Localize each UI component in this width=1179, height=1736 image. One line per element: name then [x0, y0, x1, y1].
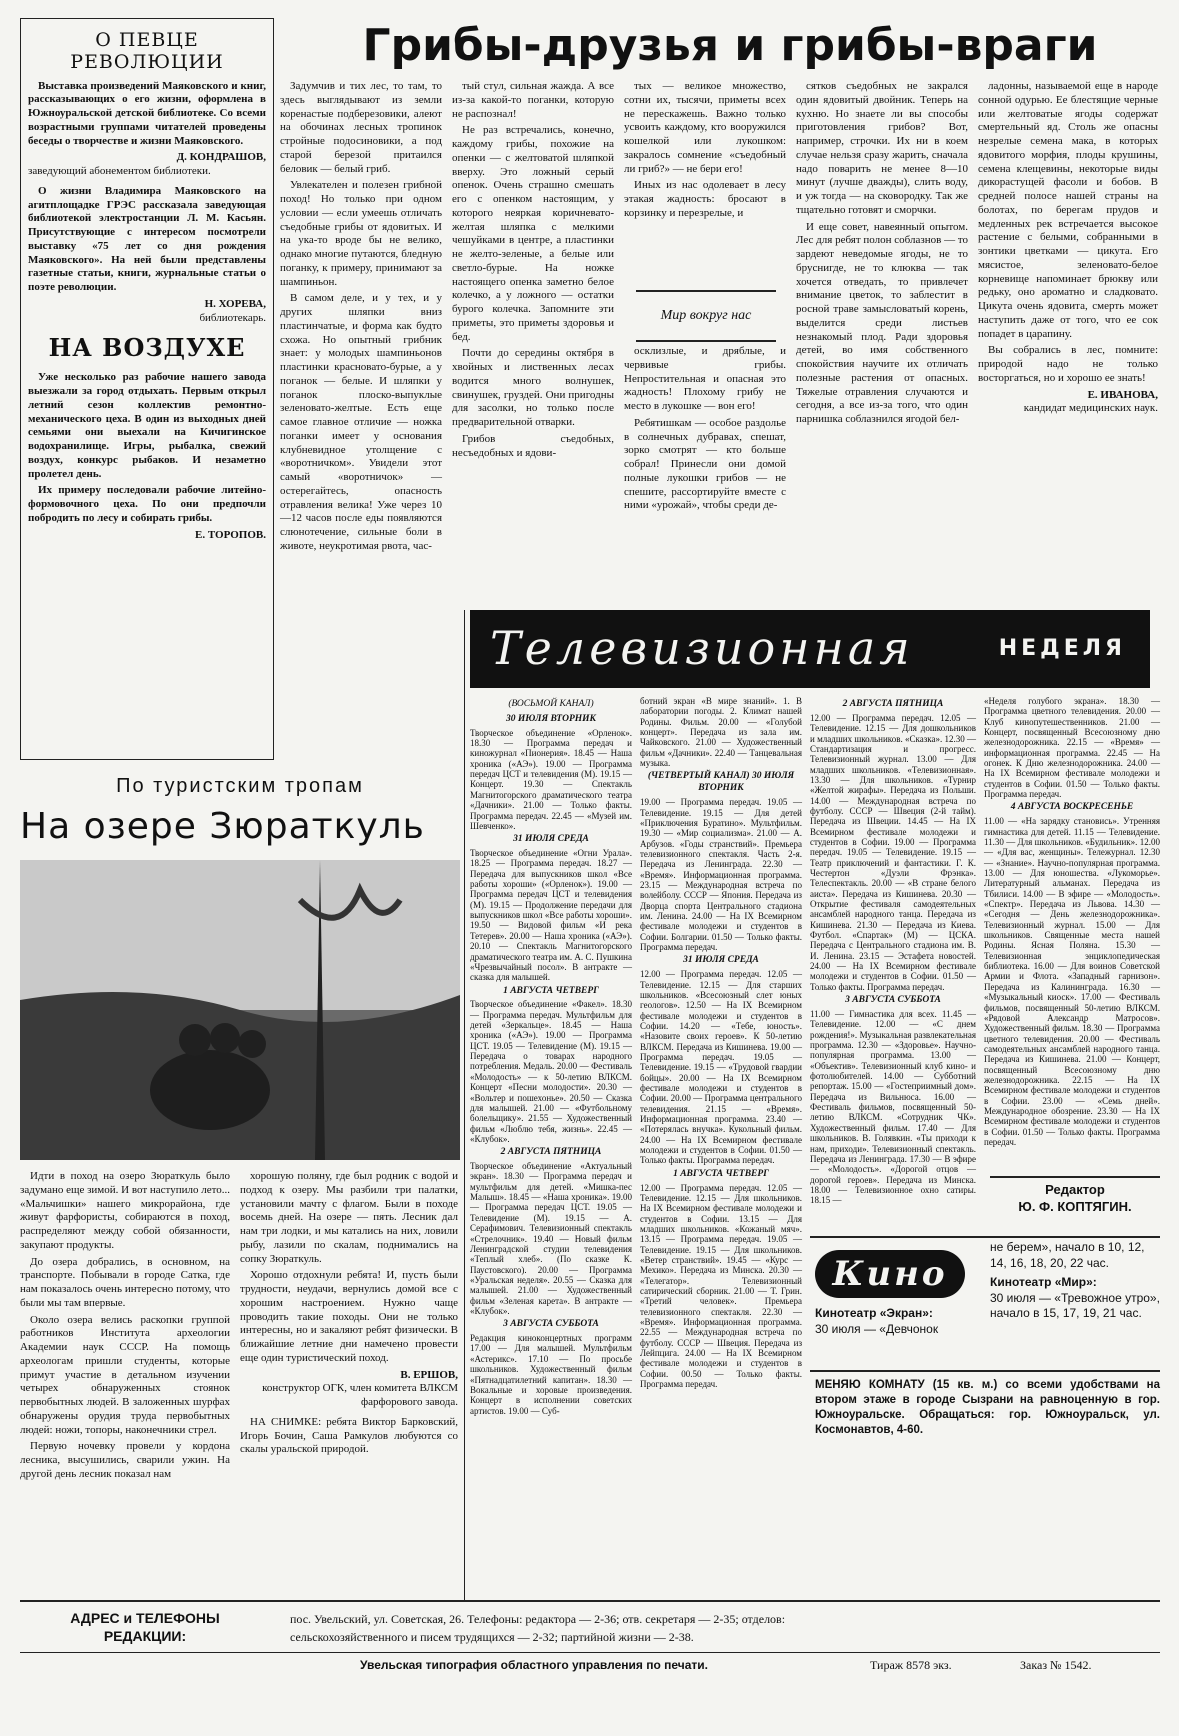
tv-listing: Творческое объединение «Актуальный экран». 18.30 — Программа передач и мультфильм для детей. «Мишка-пес Малыш». 18.45 — «Наша хроника». 19.00 — Программа передач ЦСТ. 19.05 — Телевидение (М). 19.15 — А. Серафимович. Телевизионный спектакль «Стрелочник». 19.40 — Новый фильм Ленинградской студии телевидения «Теплый хлеб». (По сказке К. Паустовского). 20.00 — Программа «Уральская неделя». 20.55 — Сказка для малышей. 21.00 — Художественный фильм «Зеленая карета». В антракте — «Клубок».: [470, 1161, 632, 1316]
mushroom-col3a-p2: Иных из нас одолевает в лесу этакая жадность: бросают в корзинку и перезрелые, и: [624, 179, 786, 219]
room-exchange-ad: МЕНЯЮ КОМНАТУ (15 кв. м.) со всеми удобствами на втором этаже в городе Сызрани на равноценную в гор. Южноуральске. Обращаться: гор. Южноуральск, ул. Космонавтов, 4-60.: [815, 1379, 1160, 1436]
left-paragraph-3: Уже несколько раз рабочие нашего завода выезжали за город отдыхать. Первым открыл летний сезон коллектив ремонтно-механического цеха. В один из выходных дней семьями они выехали на Кичигинское водохранилище. Игры, рыбалка, свежий воздух, конкурс рыбаков. И незаметно пролетел день.: [28, 371, 266, 480]
left-signature-1: [28, 151, 266, 179]
editor-block: [990, 1182, 1160, 1216]
mushroom-col1-p1: Задумчив и тих лес, то там, то здесь выглядывают из земли коренастые подберезовики, алеют на обочинах лесных тропинок стройные подосиновики, а под старой березой притаился беловик — белый гриб.: [280, 80, 442, 175]
tv-listing: Творческое объединение «Факел». 18.30 — Программа передач. Мультфильм для детей «Зеркальце». 18.45 — Наша хроника («АЭ»). 19.00 — Программа ЦСТ. 19.05 — Телевидение (М). 19.15 — Передача о товарах народного потребления. Медаль. 20.00 — Фестиваль «Молодость» — к 50-летию ВЛКСМ. Концерт «Песни молодости». 20.30 — «Вольтер и пошехонье». 20.50 — Сказка для малышей. 21.00 — «Футбольному болельщику». 21.55 — Художественный фильм «Люблю тебя, жизнь». 22.45 — «Клубок».: [470, 999, 632, 1144]
mushroom-col2-p3: Почти до середины октября в хвойных и лиственных лесах водится много волнушек, свинушек, груздей. Они пригодны для засолки, но только после предварительной отварки.: [452, 347, 614, 428]
section-divider: [464, 610, 465, 1600]
tourist-col2-p1: хорошую поляну, где был родник с водой и подход к озеру. Мы разбили три палатки, установили мачту с флагом. Были в походе восемь дней. На озере — пять. Лесник дал нам три лодки, и мы катались на них, ловили рыбу, лазили по скалам, поднимались на сопку Зюраткуль.: [240, 1170, 458, 1265]
tv-col-2: [640, 696, 802, 1390]
footer-zakaz: Заказ № 1542.: [1020, 1658, 1092, 1672]
left-signature-2: [28, 298, 266, 326]
footer-line-1: пос. Увельский, ул. Советская, 26. Телефоны: редактора — 2-36; отв. секретаря — 2-35; отделов:: [290, 1612, 786, 1626]
tv-listing: Редакция киноконцертных программ 17.00 — Для малышей. Мультфильм «Астерикс». 17.10 — По просьбе школьников. Художественный фильм «Пятнадцатилетний капитан». 18.30 — Вокальные и хоровые произведения. Концерт в исполнении советских артистов. 19.00 — Суб-: [470, 1333, 632, 1416]
tv-day: 31 ИЮЛЯ СРЕДА: [513, 834, 589, 845]
mushroom-col2-p2: Не раз встречались, конечно, каждому грибы, похожие на опенки — с желтоватой шляпкой вверху. Это ложный серый опенок. Очень страшно смешать его с опенком настоящим, у которого неяркая коричневато-желтая шляпка с мелкими чешуйками в центре, а пластинки не желто-зеленые, а белые или светло-бурые. На ножке настоящего опенка заметно белое колечко, а у ложного — остатки бурого колечка. Запомните эти приметы, это приметы здоровья и бед.: [452, 124, 614, 343]
tourist-col2-p2: Хорошо отдохнули ребята! И, пусть были трудности, неудачи, вернулись домой все с хорошим настроением. Нужно чаще проводить такие походы. Они не только интересны, но и закаляют ребят физически. В ближайшие летние дни намечено провести еще один туристический поход.: [240, 1269, 458, 1364]
lake-photo: [20, 860, 460, 1160]
mushroom-sig-name: Е. ИВАНОВА,: [1087, 388, 1158, 401]
tv-banner-title: Телевизионная: [490, 621, 914, 676]
mushroom-signature: [978, 389, 1158, 417]
tv-banner: [470, 610, 1150, 688]
tv-listing: 19.00 — Программа передач. 19.05 — Телевидение. 19.15 — Для детей «Приключения Буратино». Мультфильм. 19.30 — «Мир социализма». 21.00 — А. Арбузов. «Годы странствий». Премьера телевизионного спектакля. Часть 2-я. Передача из Ленинграда. 22.30 — «Время». Информационная программа. 23.15 — Международная встреча по волейболу. СССР — Япония. Передача из Дворца спорта Центрального стадиона им. Ленина. 24.00 — На IX Всемирном фестивале молодежи и студентов в Софии. Болгарии. 01.50 — Только факты. Программа передач.: [640, 797, 802, 952]
tv-listing: ботний экран «В мире знаний». 1. В лаборатории погоды. 2. Климат нашей Родины. Фильм. 20.00 — «Голубой концерт». Передача из зала им. Чайковского. 21.00 — Художественный фильм «Дачники». 22.40 — Танцевальная музыка.: [640, 696, 802, 769]
mir-vokrug-nas-box: [636, 290, 776, 342]
kino-right: [990, 1240, 1160, 1322]
tv-listing: 11.00 — Гимнастика для всех. 11.45 — Телевидение. 12.00 — «С днем рождения!». Музыкальная развлекательная программа. 12.30 — «Здоровье». Научно-популярная программа. 13.00 — «Объектив». Телевизионный клуб кино- и фотолюбителей. 14.00 — Субботний репортаж. 15.00 — «Гостеприимный дом». Передача из Вильнюса. 16.00 — Фестиваль фильмов, посвященный 50-летию ВЛКСМ. «Сотрудник ЧК». Художественный фильм. 17.40 — Для школьников. В. Голявкин. «Ты приходи к нам, приходи». Телевизионный спектакль. Передача из Ленинграда. 17.30 — В эфире — «Молодость». «Дорогой отцов — дорогой героев». Передача из Минска. 18.00 — Телевизионное охно сатиры. 18.15 —: [810, 1009, 976, 1206]
mushroom-col2-p1: тый стул, сильная жажда. А все из-за какой-то поганки, которую не распознал!: [452, 80, 614, 120]
kino-logo-text: Кино: [832, 1253, 948, 1294]
footer-printer: Увельская типография областного управления по печати.: [360, 1658, 709, 1672]
tv-listing: Творческое объединение «Орленок». 18.30 — Программа передач и киножурнал «Пионерия». 18.45 — Наша хроника («АЭ»). 19.00 — Программа передач ЦСТ и телевидения (М). 19.15 — Концерт. 19.30 — Спектакль Магнитогорского драматического театра «Дачники». 21.00 — Только факты. Программа передач. 22.45 — «Музей им. Шевченко».: [470, 727, 632, 831]
editor-rule: [990, 1176, 1160, 1178]
tv-day: 31 ИЮЛЯ СРЕДА: [683, 955, 759, 966]
mushroom-col-5: [978, 80, 1158, 600]
tv-banner-sub: НЕДЕЛЯ: [998, 636, 1126, 662]
left-paragraph-4: Их примеру последовали рабочие литейно-формовочного цеха. По они предпочли побродить по лесу и собирать грибы.: [28, 484, 266, 524]
mushroom-col-2: [452, 80, 614, 600]
left-sig2-name: Н. ХОРЕВА,: [204, 297, 266, 310]
tv-channel-4: (ЧЕТВЕРТЫЙ КАНАЛ) 30 ИЮЛЯ ВТОРНИК: [647, 771, 795, 794]
left-sig2-post: библиотекарь.: [199, 311, 266, 324]
tv-day: 30 ИЮЛЯ ВТОРНИК: [506, 713, 596, 724]
left-box-title: О ПЕВЦЕ РЕВОЛЮЦИИ: [70, 29, 224, 73]
mushroom-col-3a: [624, 80, 786, 285]
mushroom-headline: Грибы-друзья и грибы-враги: [362, 20, 1098, 71]
tourist-col1-p1: Идти в поход на озеро Зюраткуль было задумано еще зимой. И вот наступило лето... «Мальчишки» нашего микрорайона, где живут фарфористы, собираются в поход, распределяют между собой обязанности, закупают продукты.: [20, 1170, 230, 1251]
tourist-signature: [240, 1369, 458, 1410]
tv-listing: 12.00 — Программа передач. 12.05 — Телевидение. 12.15 — Для дошкольников и младших школьников. «Сказка». 12.30 — Стандартизация и прогресс. Телевизионный журнал. 13.00 — Для младших школьников. «Телевизионная». 13.30 — Для школьников. «Турнир «Желтой жирафы». Передача из Польши. 14.00 — Международная встреча по футболу. СССР — Швеция (2-й тайм). Передача из Швеции. 14.45 — На IX Всемирном фестивале молодежи и студентов в Софии. 19.00 — Программа передач. 19.05 — Телевидение. 19.15 — Театр приключений и фантастики. Г. К. Честертон «Дуэли Фрэнка». Телеспектакль. 20.00 — «В стране белого аиста». Передача из Кишинева. 20.30 — Открытие фестиваля самодеятельных ансамблей народного танца. Передача из Кишинева. 21.30 — Передача из Киева. Футбол. «Спартак» (М) — ЦСКА. Передача с Центрального стадиона им. В. И. Ленина. 23.15 — Эстафета новостей. 24.00 — На IX Всемирном фестивале молодежи и студентов в Софии. 01.50 — Только факты. Программа передач.: [810, 712, 976, 992]
tv-col-1: [470, 696, 632, 1416]
mushroom-col4-p1: сятков съедобных не закрался один ядовитый двойник. Теперь на кухню. Но знаете ли вы способы приготовления грибов? Вот, например, строчки. Их ни в коем случае нельзя сразу жарить, сначала надо поварить не менее 8—10 минут (лучше дважды), слить воду, и уж тогда — на сковородку. Так же тщательно готовят и сморчки.: [796, 80, 968, 216]
mushroom-col2-p4: Грибов съедобных, несъедобных и ядови-: [452, 432, 614, 459]
tv-col-4: [984, 696, 1160, 1166]
tv-day: 3 АВГУСТА СУББОТА: [503, 1319, 599, 1330]
tourist-col1-p4: Первую ночевку провели у кордона лесника, высушились, сварили ужин. На другой день лесник показал нам: [20, 1440, 230, 1480]
tv-listing: 12.00 — Программа передач. 12.05 — Телевидение. 12.15 — Для старших школьников. «Всесоюзный слет юных геологов». 12.50 — На IX Всемирном фестивале молодежи и студентов в Софии. 14.20 — «Тебе, юность». «Назовите своих героев». К 50-летию ВЛКСМ. Передача из Кишинева. 19.00 — Программа передач. 19.05 — Телевидение. 19.15 — «Трудовой гвардии бойцы». 20.00 — На IX Всемирном фестивале молодежи и студентов в Софии. 20.00 — Программа центрального телевидения. 21.15 — «Время». Информационная программа. 23.40 — «Потерялась внучка». Кукольный фильм. 24.00 — На IX Всемирном фестивале молодежи и студентов в Софии. 01.50 — Только факты. Программа передач.: [640, 969, 802, 1166]
mushroom-col5-p1: ладонны, называемой еще в народе сонной одурью. Ее блестящие черные или желтоватые ягоды содержат смертельный яд. Столь же опасны незрелые семена мака, в которых ядовитого морфия, плоды крушины, семена клещевины, некоторые виды дикорастущей фасоли и бобов. В средней полосе нашей страны на болотах, по берегам прудов и медленных рек встречается высокое растение с белыми, собранными в зонтики цветками — цикута. Его мясистое, зеленовато-белое корневище напоминает брюкву или редьку, оно ароматно и сладковато. Цикута очень ядовита, смерть может наступить даже от того, что ее сок попадет в царапину.: [978, 80, 1158, 340]
mushroom-col-1: [280, 80, 442, 760]
tourist-col1-p2: До озера добрались, в основном, на транспорте. Побывали в городе Сатка, где нам показалось очень интересно потому, что были мы там впервые.: [20, 1255, 230, 1309]
tourist-sig-post: конструктор ОГК, член комитета ВЛКСМ фарфорового завода.: [262, 1382, 458, 1408]
tourist-col-2: [240, 1170, 458, 1590]
tv-listing: «Неделя голубого экрана». 18.30 — Программа цветного телевидения. 20.00 — Клуб кинопутешественников. 21.00 — Концерт, посвященный Всесоюзному дню железнодорожника. 22.15 — «Время» — информационная программа. 22.45 — На огонек. К Дню железнодорожника. 24.00 — На IX Всемирном фестивале молодежи и студентов в Софии. 01.50 — Только факты. Программа передач.: [984, 696, 1160, 800]
kino-mir-title: Кинотеатр «Мир»:: [990, 1275, 1097, 1290]
mushroom-col3a-p1: тых — великое множество, сотни их, тысячи, приметы всех не перескажешь. Важно только усвоить каждому, кто вооружился кошелкой или лукошком: закралось сомнение «съедобный ли гриб?» — не бери его!: [624, 80, 786, 175]
mushroom-col3b-p2: Ребятишкам — особое раздолье в солнечных дубравах, спешат, зорко смотрят — кто больше собрал! Принесли они домой полные лукошки грибов — не спешите, рассортируйте вместе с ними «урожай», чтобы среди де-: [624, 416, 786, 512]
left-paragraph-2: О жизни Владимира Маяковского на агитплощадке ГРЭС рассказала заведующая библиотекой электростанции Л. М. Касьян. Присутствующие с интересом посмотрели выставку «75 лет со дня рождения Маяковского». На ней были представлены газетные статьи, книги, журнальные статьи о поэте революции.: [28, 184, 266, 294]
tv-day: 1 АВГУСТА ЧЕТВЕРГ: [673, 1168, 769, 1179]
editor-name: Ю. Ф. КОПТЯГИН.: [1018, 1198, 1132, 1214]
footer-label: АДРЕС и ТЕЛЕФОНЫ РЕДАКЦИИ:: [70, 1610, 220, 1644]
left-signature-3: Е. ТОРОПОВ.: [195, 528, 266, 541]
mushroom-col3b-p1: осклизлые, и дряблые, и червивые грибы. Непростительная и опасная это жадность! Плохому грибу не место в лукошке — вон его!: [624, 345, 786, 412]
mushroom-col5-p2: Вы собрались в лес, помните: природой надо не только восторгаться, но и хорошо ее знать!: [978, 344, 1158, 384]
tv-listing: 11.00 — «На зарядку становись». Утренняя гимнастика для детей. 11.15 — Телевидение. 11.30 — Для школьников. «Будильник». 12.00 — «Для вас, женщины». Тележурнал. 12.30 — «Знание». Научно-популярная программа. 13.00 — Для юношества. «Лукоморье». Литературный альманах. Передача из Тбилиси. 14.00 — В эфире — «Молодость». «Спектр». Передача из Львова. 14.30 — «Сегодня — День железнодорожника». Телевизионный журнал. 15.00 — Для школьников. Священные места нашей Родины. Ясная Поляна. 15.30 — Телевизионная энциклопедическая библиотека. 16.00 — Для воинов Советской Армии и Флота. «Западный гарнизон». Передача из Калининграда. 16.30 — «Музыкальный киоск». 17.00 — Фестиваль фильмов, посвященный 50-летию ВЛКСМ. «Рядовой Александр Матросов». Художественный фильм. 18.30 — Программа цветного телевидения. 20.00 — Фестиваль самодеятельных ансамблей народного танца. Передача из Кишинева. 21.00 — Концерт, посвященный Всесоюзному дню железнодорожника. 22.15 — На IX Всемирном фестивале молодежи и студентов в Софии. 23.00 — «Семь дней». Международное обозрение. 23.30 — На IX Всемирном фестивале молодежи и студентов в Софии. 01.50 — Только факты. Программа передач.: [984, 816, 1160, 1147]
kino-mir-text: 30 июля — «Тревожное утро», начало в 15, 17, 19, 21 час.: [990, 1290, 1160, 1321]
tv-day: 3 АВГУСТА СУББОТА: [845, 995, 941, 1006]
kino-rule: [810, 1236, 1160, 1238]
tv-listing: 12.00 — Программа передач. 12.05 — Телевидение. 12.15 — Для школьников. На IX Всемирном фестивале молодежи и студентов в Софии. 13.15 — Для младших школьников. «Кожаный мяч». 13.15 — Программа передач. 19.05 — Телевидение. 19.15 — Для школьников. «Ветер странствий». 19.45 — «Курс — Мехико». Передача из Минска. 20.30 — «Телегатор». Телевизионный сатирический сборник. 21.00 — Т. Грин. «Третий человек». Премьера телевизионного спектакля. 22.30 — «Время». Информационная программа. 22.55 — Международная встреча по футболу. СССР — Швеция. Передача из Лейпцига. 24.00 — На IX Всемирном фестивале молодежи и студентов в Софии. 00.50 — Только факты. Программа передач.: [640, 1182, 802, 1390]
tv-channel-8: (ВОСЬМОЙ КАНАЛ): [508, 699, 594, 709]
kino-ekran: [815, 1306, 975, 1337]
kino-ekran-title: Кинотеатр «Экран»:: [815, 1306, 933, 1320]
tourist-col-1: [20, 1170, 230, 1590]
editor-label: Редактор: [1045, 1182, 1105, 1197]
tourist-rubric: По туристским тропам: [116, 775, 364, 797]
footer-top-rule: [20, 1600, 1160, 1602]
tv-day: 2 АВГУСТА ПЯТНИЦА: [842, 699, 944, 709]
tv-col-3: [810, 696, 976, 1236]
mushroom-col1-p3: В самом деле, и у тех, и у других шляпки вниз пластинчатые, и форма как будто схожа. Но опытный грибник знает: у молодых шампиньонов пластинки красновато-бурые, а у поганок — белые. И шляпки у поганок плоско-выпуклые зеленовато-желтые. Есть еще самое главное отличие — ножка поганки имеет у основания клубневидное утолщение с «воротничком». Увидели этот самый «воротничок» — остерегайтесь, опасность отравления велика! Уже через 10—12 часов после еды появляются слюнотечение, сильные боли в животе, неукротимая рвота, час-: [280, 292, 442, 552]
ad-rule: [810, 1370, 1160, 1372]
lake-photo-drawing: [20, 860, 460, 1160]
footer-mid-rule: [20, 1652, 1160, 1653]
tourist-col1-p3: Около озера велись раскопки группой работников Института археологии Академии наук СССР. На помощь археологам пришли студенты, которые примут участие в детальном изучении четырех обнаруженных стоянок первобытных людей. В заложенных шурфах обнаружены орудия труда первобытных людей: ножи, топоры, наконечники стрел.: [20, 1313, 230, 1436]
photo-caption: НА СНИМКЕ: ребята Виктор Барковский, Игорь Бочин, Саша Рамкулов любуются со скалы уральской природой.: [240, 1415, 458, 1456]
na-vozduhe-heading: НА ВОЗДУХЕ: [48, 333, 246, 363]
mir-vokrug-nas-label: Мир вокруг нас: [660, 308, 752, 324]
left-sig1-post: заведующий абонементом библиотеки.: [28, 165, 211, 178]
tourist-sig-name: В. ЕРШОВ,: [400, 1368, 458, 1381]
left-sig1-name: Д. КОНДРАШОВ,: [176, 151, 266, 164]
tv-day: 1 АВГУСТА ЧЕТВЕРГ: [503, 985, 599, 996]
kino-ekran-cont: не берем», начало в 10, 12, 14, 16, 18, 20, 22 час.: [990, 1240, 1145, 1270]
tv-listing: Творческое объединение «Огни Урала». 18.25 — Программа передач. 18.27 — Передача для выпускников школ «Все работы хороши» («Орленок»). 19.00 — Программа передач ЦСТ и телевидения (М). 19.15 — Продолжение передачи для выпускников школ «Все работы хороши». 19.50 — Видовой фильм «И река Тетерев». 20.00 — Наша хроника («АЭ»). 20.10 — Спектакль Магнитогорского драматического театра им. А. С. Пушкина «Чрезвычайный посол». В антракте — сказка для малышей.: [470, 848, 632, 983]
mushroom-col1-p2: Увлекателен и полезен грибной поход! Но только при одном условии — если умеешь отличать съедобные грибы от ядовитых. И на ука-то вроде бы не велико, однако многие путаются, бледную поганку, к примеру, принимают за шампиньон.: [280, 179, 442, 288]
left-news-column: [28, 24, 266, 754]
mushroom-col-4: [796, 80, 968, 600]
footer-tirazh: Тираж 8578 экз.: [870, 1658, 952, 1672]
footer-line-2: сельскохозяйственного и писем трудящихся — 2-32; партийной жизни — 2-38.: [290, 1630, 694, 1644]
mushroom-col4-p2: И еще совет, навеянный опытом. Лес для ребят полон соблазнов — то зардеют неведомые ягоды, не то бруснигде, не то клюква — так хочется отведать, то привлечет внимание цветок, то заблестит в росной траве замысловатый корень, выделится среди листьев незнакомый плод. Ради здоровья детей, во имя собственного спокойствия научите их отличать полезные растения от опасных. Тяжелые отравления случаются и сегодня, а все из-за того, что один парнишка соблазнился ягодой бел-: [796, 220, 968, 425]
tourist-headline: На озере Зюраткуль: [20, 806, 425, 847]
mushroom-col-3b: [624, 345, 786, 600]
kino-logo: [815, 1250, 965, 1298]
tv-day: 4 АВГУСТА ВОСКРЕСЕНЬЕ: [1010, 802, 1134, 813]
mushroom-sig-post: кандидат медицинских наук.: [1023, 402, 1158, 415]
tv-day: 2 АВГУСТА ПЯТНИЦА: [500, 1147, 602, 1158]
kino-ekran-text: 30 июля — «Девчонок: [815, 1321, 939, 1336]
left-paragraph-1: Выставка произведений Маяковского и книг, рассказывающих о его жизни, оформлена в Южноуральской детской библиотеке. Со всеми возрастными группами читателей проведены беседы о творчестве и жизни Маяковского.: [28, 79, 266, 147]
